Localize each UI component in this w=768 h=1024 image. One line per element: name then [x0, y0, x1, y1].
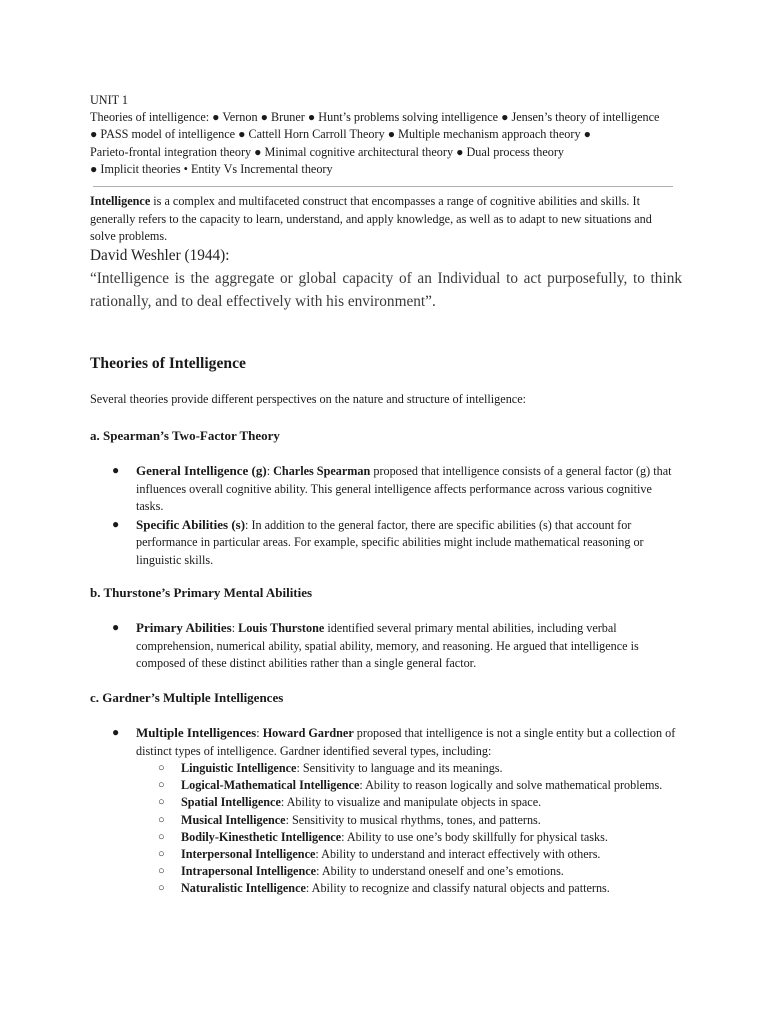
item-text: In addition to the general factor, there are specific abilities (s) that account for performance in particular areas. For example, specific abilities might include mathematical reasoning or linguistic skills.: [136, 517, 644, 567]
subitem-term: Logical-Mathematical Intelligence: [181, 778, 360, 793]
circle-bullet-icon: ○: [158, 813, 165, 826]
circle-bullet-icon: ○: [158, 865, 165, 878]
bullet-icon: ●: [112, 463, 120, 477]
intro-paragraph: [90, 193, 680, 246]
item-text: identified several primary mental abilities, including verbal comprehension, numerical ability, spatial ability, memory, and reasoning. He argued that intelligence is composed of these distinct abilities rather than a single general factor.: [136, 621, 639, 670]
horizontal-divider: [93, 186, 673, 187]
thurstone-heading: b. Thurstone’s Primary Mental Abilities: [90, 585, 313, 600]
list-item: [0, 724, 676, 760]
gardner-heading: c. Gardner’s Multiple Intelligences: [90, 690, 284, 705]
item-person: Howard Gardner: [262, 726, 354, 740]
quote-author: David Weshler (1944):: [90, 247, 230, 264]
subitem-text: : Ability to use one’s body skillfully for physical tasks.: [341, 829, 608, 844]
subitem-text: : Ability to visualize and manipulate objects in space.: [280, 795, 542, 810]
circle-bullet-icon: ○: [158, 762, 165, 774]
item-separator: :: [256, 726, 263, 740]
bullet-icon: ●: [112, 725, 120, 739]
circle-bullet-icon: ○: [158, 779, 165, 792]
subitem-text: : Sensitivity to musical rhythms, tones, and patterns.: [285, 812, 541, 827]
item-term: Primary Abilities: [136, 620, 232, 635]
sublist-item: [0, 777, 768, 794]
item-term: General Intelligence (g): [136, 463, 267, 478]
subitem-term: Interpersonal Intelligence: [181, 847, 316, 862]
bullet-icon: ●: [112, 620, 120, 634]
header-line-3: Parieto-frontal integration theory ● Minimal cognitive architectural theory ● Dual process theory: [90, 144, 564, 159]
circle-bullet-icon: ○: [158, 830, 165, 843]
subitem-term: Spatial Intelligence: [181, 795, 281, 810]
sublist-item: [0, 829, 768, 846]
circle-bullet-icon: ○: [158, 796, 165, 809]
thurstone-list: [0, 619, 768, 673]
spearman-list: [0, 462, 768, 569]
subitem-term: Intrapersonal Intelligence: [181, 864, 317, 879]
list-item: [0, 516, 676, 570]
intro-text: is a complex and multifaceted construct that encompasses a range of cognitive abilities and skills. It generally refers to the capacity to learn, understand, and apply knowledge, as well as to adapt to new situations and solve problems.: [90, 194, 652, 243]
item-term: Specific Abilities (s): [136, 516, 246, 532]
subitem-term: Musical Intelligence: [181, 812, 286, 827]
subitem-term: Naturalistic Intelligence: [181, 881, 306, 896]
list-item: [0, 462, 676, 516]
header-line-1: Theories of intelligence: ● Vernon ● Bruner ● Hunt’s problems solving intelligence ● Jensen’s theory of intelligence: [90, 110, 660, 125]
subitem-text: : Sensitivity to language and its meanings.: [296, 761, 503, 775]
sublist-item: [0, 846, 768, 863]
subitem-term: Bodily-Kinesthetic Intelligence: [181, 829, 342, 844]
subitem-term: Linguistic Intelligence: [181, 761, 297, 775]
header-line-2: ● PASS model of intelligence ● Cattell Horn Carroll Theory ● Multiple mechanism approach theory ●: [90, 127, 591, 142]
item-text: proposed that intelligence is not a single entity but a collection of distinct types of intelligence. Gardner identified several types, including:: [136, 726, 676, 758]
subitem-text: : Ability to reason logically and solve mathematical problems.: [359, 778, 663, 793]
circle-bullet-icon: ○: [158, 848, 165, 861]
unit-header: [90, 92, 690, 178]
item-separator: :: [245, 517, 252, 532]
item-person: Charles Spearman: [273, 464, 371, 478]
section-title: Theories of Intelligence: [90, 355, 246, 372]
subitem-text: : Ability to recognize and classify natural objects and patterns.: [305, 881, 610, 896]
sublist-item: [0, 863, 768, 880]
unit-title: UNIT 1: [90, 93, 129, 107]
intro-term: Intelligence: [90, 194, 151, 208]
subitem-text: : Ability to understand and interact effectively with others.: [315, 847, 601, 862]
item-separator: :: [266, 464, 274, 478]
sublist-item: [0, 760, 768, 777]
intelligence-types-list: [0, 760, 768, 898]
header-line-4: ● Implicit theories • Entity Vs Incremental theory: [90, 161, 333, 176]
item-person: Louis Thurstone: [238, 621, 325, 635]
circle-bullet-icon: ○: [158, 882, 165, 895]
item-separator: :: [231, 621, 239, 635]
sublist-item: [0, 812, 768, 829]
bullet-icon: ●: [112, 516, 120, 531]
gardner-list: [0, 724, 768, 760]
quote-text: “Intelligence is the aggregate or global capacity of an Individual to act purposefully, to think rationally, and to deal effectively with his environment”.: [90, 270, 682, 310]
list-item: [0, 619, 676, 673]
section-lead: Several theories provide different perspectives on the nature and structure of intelligence:: [90, 392, 526, 406]
spearman-heading: a. Spearman’s Two-Factor Theory: [90, 428, 280, 443]
subitem-text: : Ability to understand oneself and one’s emotions.: [316, 864, 564, 879]
sublist-item: [0, 794, 768, 811]
item-term: Multiple Intelligences: [136, 725, 257, 740]
item-text: proposed that intelligence consists of a general factor (g) that influences overall cognitive ability. This general intelligence affects performance across various cognitive tasks.: [136, 464, 672, 513]
sublist-item: [0, 880, 768, 897]
